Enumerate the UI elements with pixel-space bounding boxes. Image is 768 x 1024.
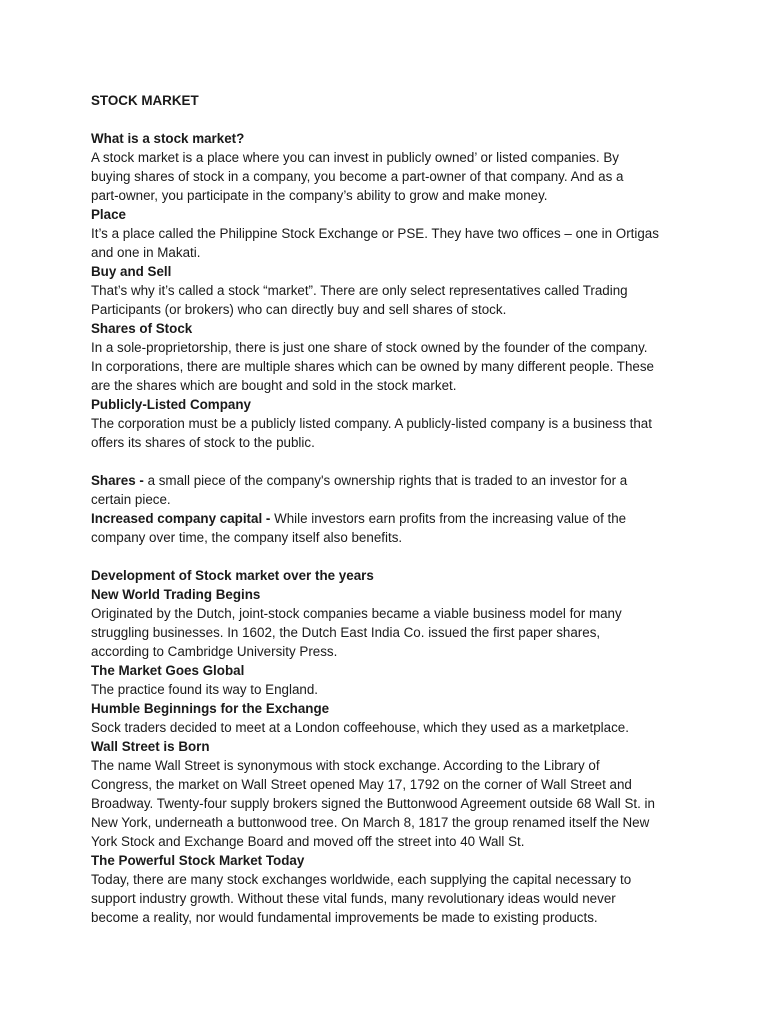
spacer <box>91 547 691 566</box>
body-line: York Stock and Exchange Board and moved off the street into 40 Wall St. <box>91 834 525 849</box>
body-line: Originated by the Dutch, joint-stock companies became a viable business model for many <box>91 606 622 621</box>
section-place <box>91 205 691 262</box>
body-line: That’s why it’s called a stock “market”. There are only select representatives called Trading <box>91 283 628 298</box>
body-line: In a sole-proprietorship, there is just one share of stock owned by the founder of the company. <box>91 340 648 355</box>
body-line: struggling businesses. In 1602, the Dutch East India Co. issued the first paper shares, <box>91 625 601 640</box>
section-powerful-today <box>91 851 691 927</box>
body-line: support industry growth. Without these vital funds, many revolutionary ideas would never <box>91 891 616 906</box>
definition-text: a small piece of the company's ownership rights that is traded to an investor for a <box>143 473 628 488</box>
body-line: A stock market is a place where you can invest in publicly owned’ or listed companies. By <box>91 150 619 165</box>
section-shares-of-stock <box>91 319 691 395</box>
body-line: In corporations, there are multiple shares which can be owned by many different people. These <box>91 359 654 374</box>
document-page <box>91 91 691 927</box>
section-new-world <box>91 585 691 661</box>
section-heading: Place <box>91 207 126 222</box>
body-line: It’s a place called the Philippine Stock Exchange or PSE. They have two offices – one in Ortigas <box>91 226 659 241</box>
section-heading: The Market Goes Global <box>91 663 245 678</box>
section-heading: The Powerful Stock Market Today <box>91 853 305 868</box>
section-what-is <box>91 129 691 205</box>
section-humble-beginnings <box>91 699 691 737</box>
body-line: The name Wall Street is synonymous with stock exchange. According to the Library of <box>91 758 600 773</box>
section-heading: Buy and Sell <box>91 264 172 279</box>
section-heading: Publicly-Listed Company <box>91 397 251 412</box>
body-line: buying shares of stock in a company, you become a part-owner of that company. And as a <box>91 169 624 184</box>
definition-term: Increased company capital - <box>91 511 271 526</box>
section-heading: What is a stock market? <box>91 131 245 146</box>
body-line: Congress, the market on Wall Street opened May 17, 1792 on the corner of Wall Street and <box>91 777 632 792</box>
definition-text: While investors earn profits from the increasing value of the <box>270 511 627 526</box>
section-market-global <box>91 661 691 699</box>
body-line: Participants (or brokers) who can directly buy and sell shares of stock. <box>91 302 507 317</box>
definition-line <box>91 471 691 490</box>
body-line: part-owner, you participate in the company’s ability to grow and make money. <box>91 188 548 203</box>
section-buy-sell <box>91 262 691 319</box>
definition-capital <box>91 509 691 547</box>
body-line: according to Cambridge University Press. <box>91 644 338 659</box>
section-heading: Humble Beginnings for the Exchange <box>91 701 330 716</box>
body-line: company over time, the company itself also benefits. <box>91 530 403 545</box>
section-title: Development of Stock market over the years <box>91 568 374 583</box>
body-line: become a reality, nor would fundamental improvements be made to existing products. <box>91 910 598 925</box>
definition-line <box>91 509 691 528</box>
section-heading: Wall Street is Born <box>91 739 210 754</box>
body-line: Broadway. Twenty-four supply brokers signed the Buttonwood Agreement outside 68 Wall St. in <box>91 796 655 811</box>
body-line: Today, there are many stock exchanges worldwide, each supplying the capital necessary to <box>91 872 632 887</box>
body-line: Sock traders decided to meet at a London coffeehouse, which they used as a marketplace. <box>91 720 629 735</box>
section-heading: Shares of Stock <box>91 321 193 336</box>
document-title: STOCK MARKET <box>91 93 199 108</box>
body-line: are the shares which are bought and sold in the stock market. <box>91 378 457 393</box>
body-line: offers its shares of stock to the public. <box>91 435 315 450</box>
spacer <box>91 110 691 129</box>
section-publicly-listed <box>91 395 691 452</box>
section-wall-street <box>91 737 691 851</box>
definition-term: Shares - <box>91 473 144 488</box>
section-heading: New World Trading Begins <box>91 587 261 602</box>
body-line: The practice found its way to England. <box>91 682 319 697</box>
spacer <box>91 452 691 471</box>
body-line: New York, underneath a buttonwood tree. On March 8, 1817 the group renamed itself the New <box>91 815 650 830</box>
body-line: The corporation must be a publicly listed company. A publicly-listed company is a business that <box>91 416 652 431</box>
body-line: and one in Makati. <box>91 245 201 260</box>
body-line: certain piece. <box>91 492 171 507</box>
definition-shares <box>91 471 691 509</box>
